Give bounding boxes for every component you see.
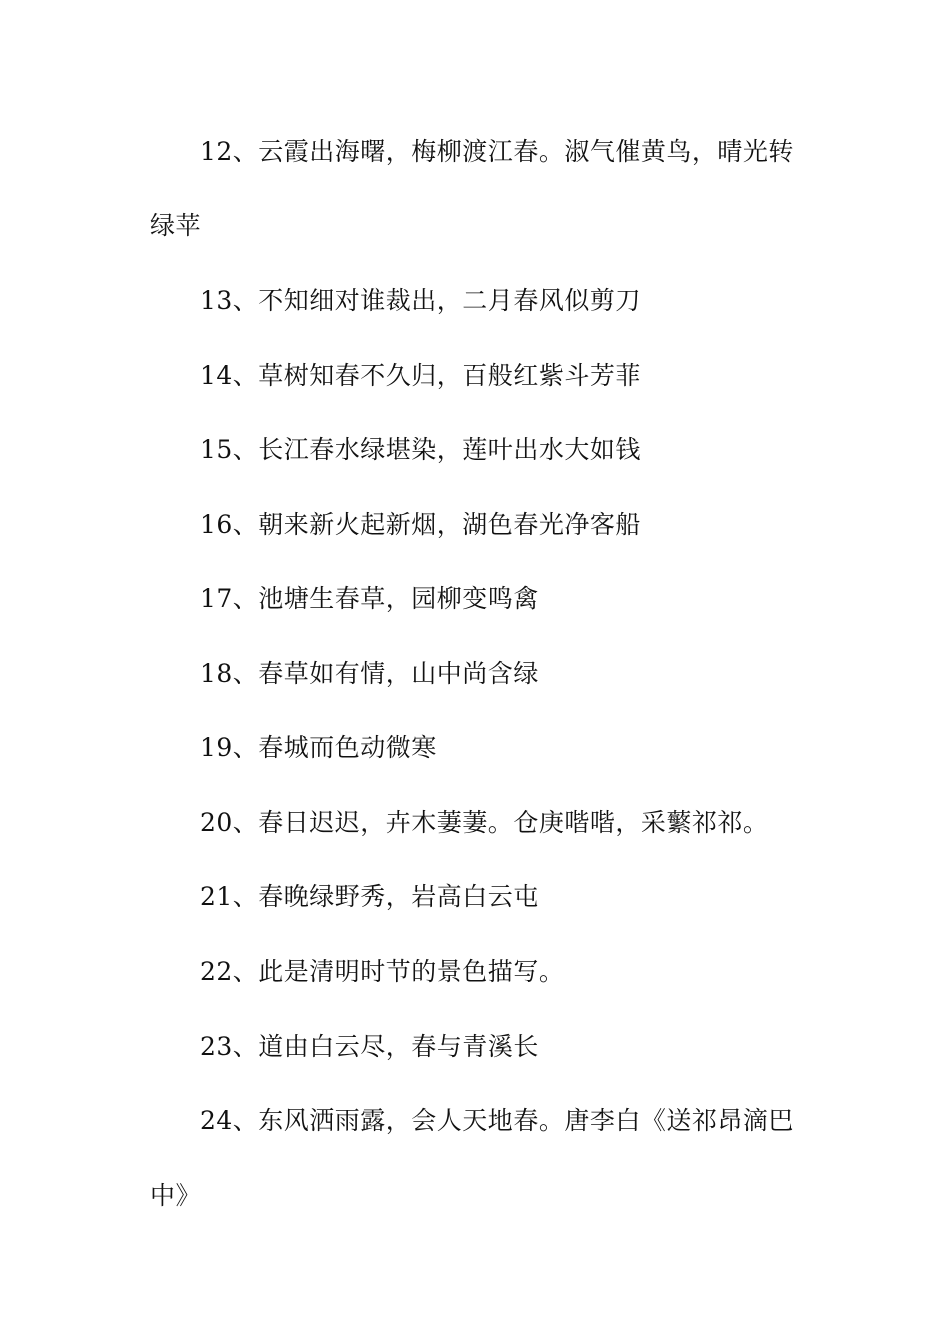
poem-line-24-continued: 中》 xyxy=(150,1181,202,1210)
poem-line-19: 19、春城而色动微寒 xyxy=(200,733,437,762)
poem-line-14: 14、草树知春不久归，百般红紫斗芳菲 xyxy=(200,361,641,390)
poem-line-18: 18、春草如有情，山中尚含绿 xyxy=(200,659,539,688)
poem-line-22: 22、此是清明时节的景色描写。 xyxy=(200,957,565,986)
poem-line-15: 15、长江春水绿堪染，莲叶出水大如钱 xyxy=(200,435,641,464)
poem-line-17: 17、池塘生春草，园柳变鸣禽 xyxy=(200,584,539,613)
poem-line-12: 12、云霞出海曙，梅柳渡江春。淑气催黄鸟，晴光转 xyxy=(200,137,794,166)
poem-line-20: 20、春日迟迟，卉木萋萋。仓庚喈喈，采蘩祁祁。 xyxy=(200,808,769,837)
poem-line-24: 24、东风洒雨露，会人天地春。唐李白《送祁昂滴巴 xyxy=(200,1106,794,1135)
poem-line-16: 16、朝来新火起新烟，湖色春光净客船 xyxy=(200,510,641,539)
poem-line-21: 21、春晚绿野秀，岩高白云屯 xyxy=(200,882,539,911)
poem-line-12-continued: 绿苹 xyxy=(150,211,202,240)
poem-line-23: 23、道由白云尽，春与青溪长 xyxy=(200,1032,539,1061)
poem-line-13: 13、不知细对谁裁出，二月春风似剪刀 xyxy=(200,286,641,315)
